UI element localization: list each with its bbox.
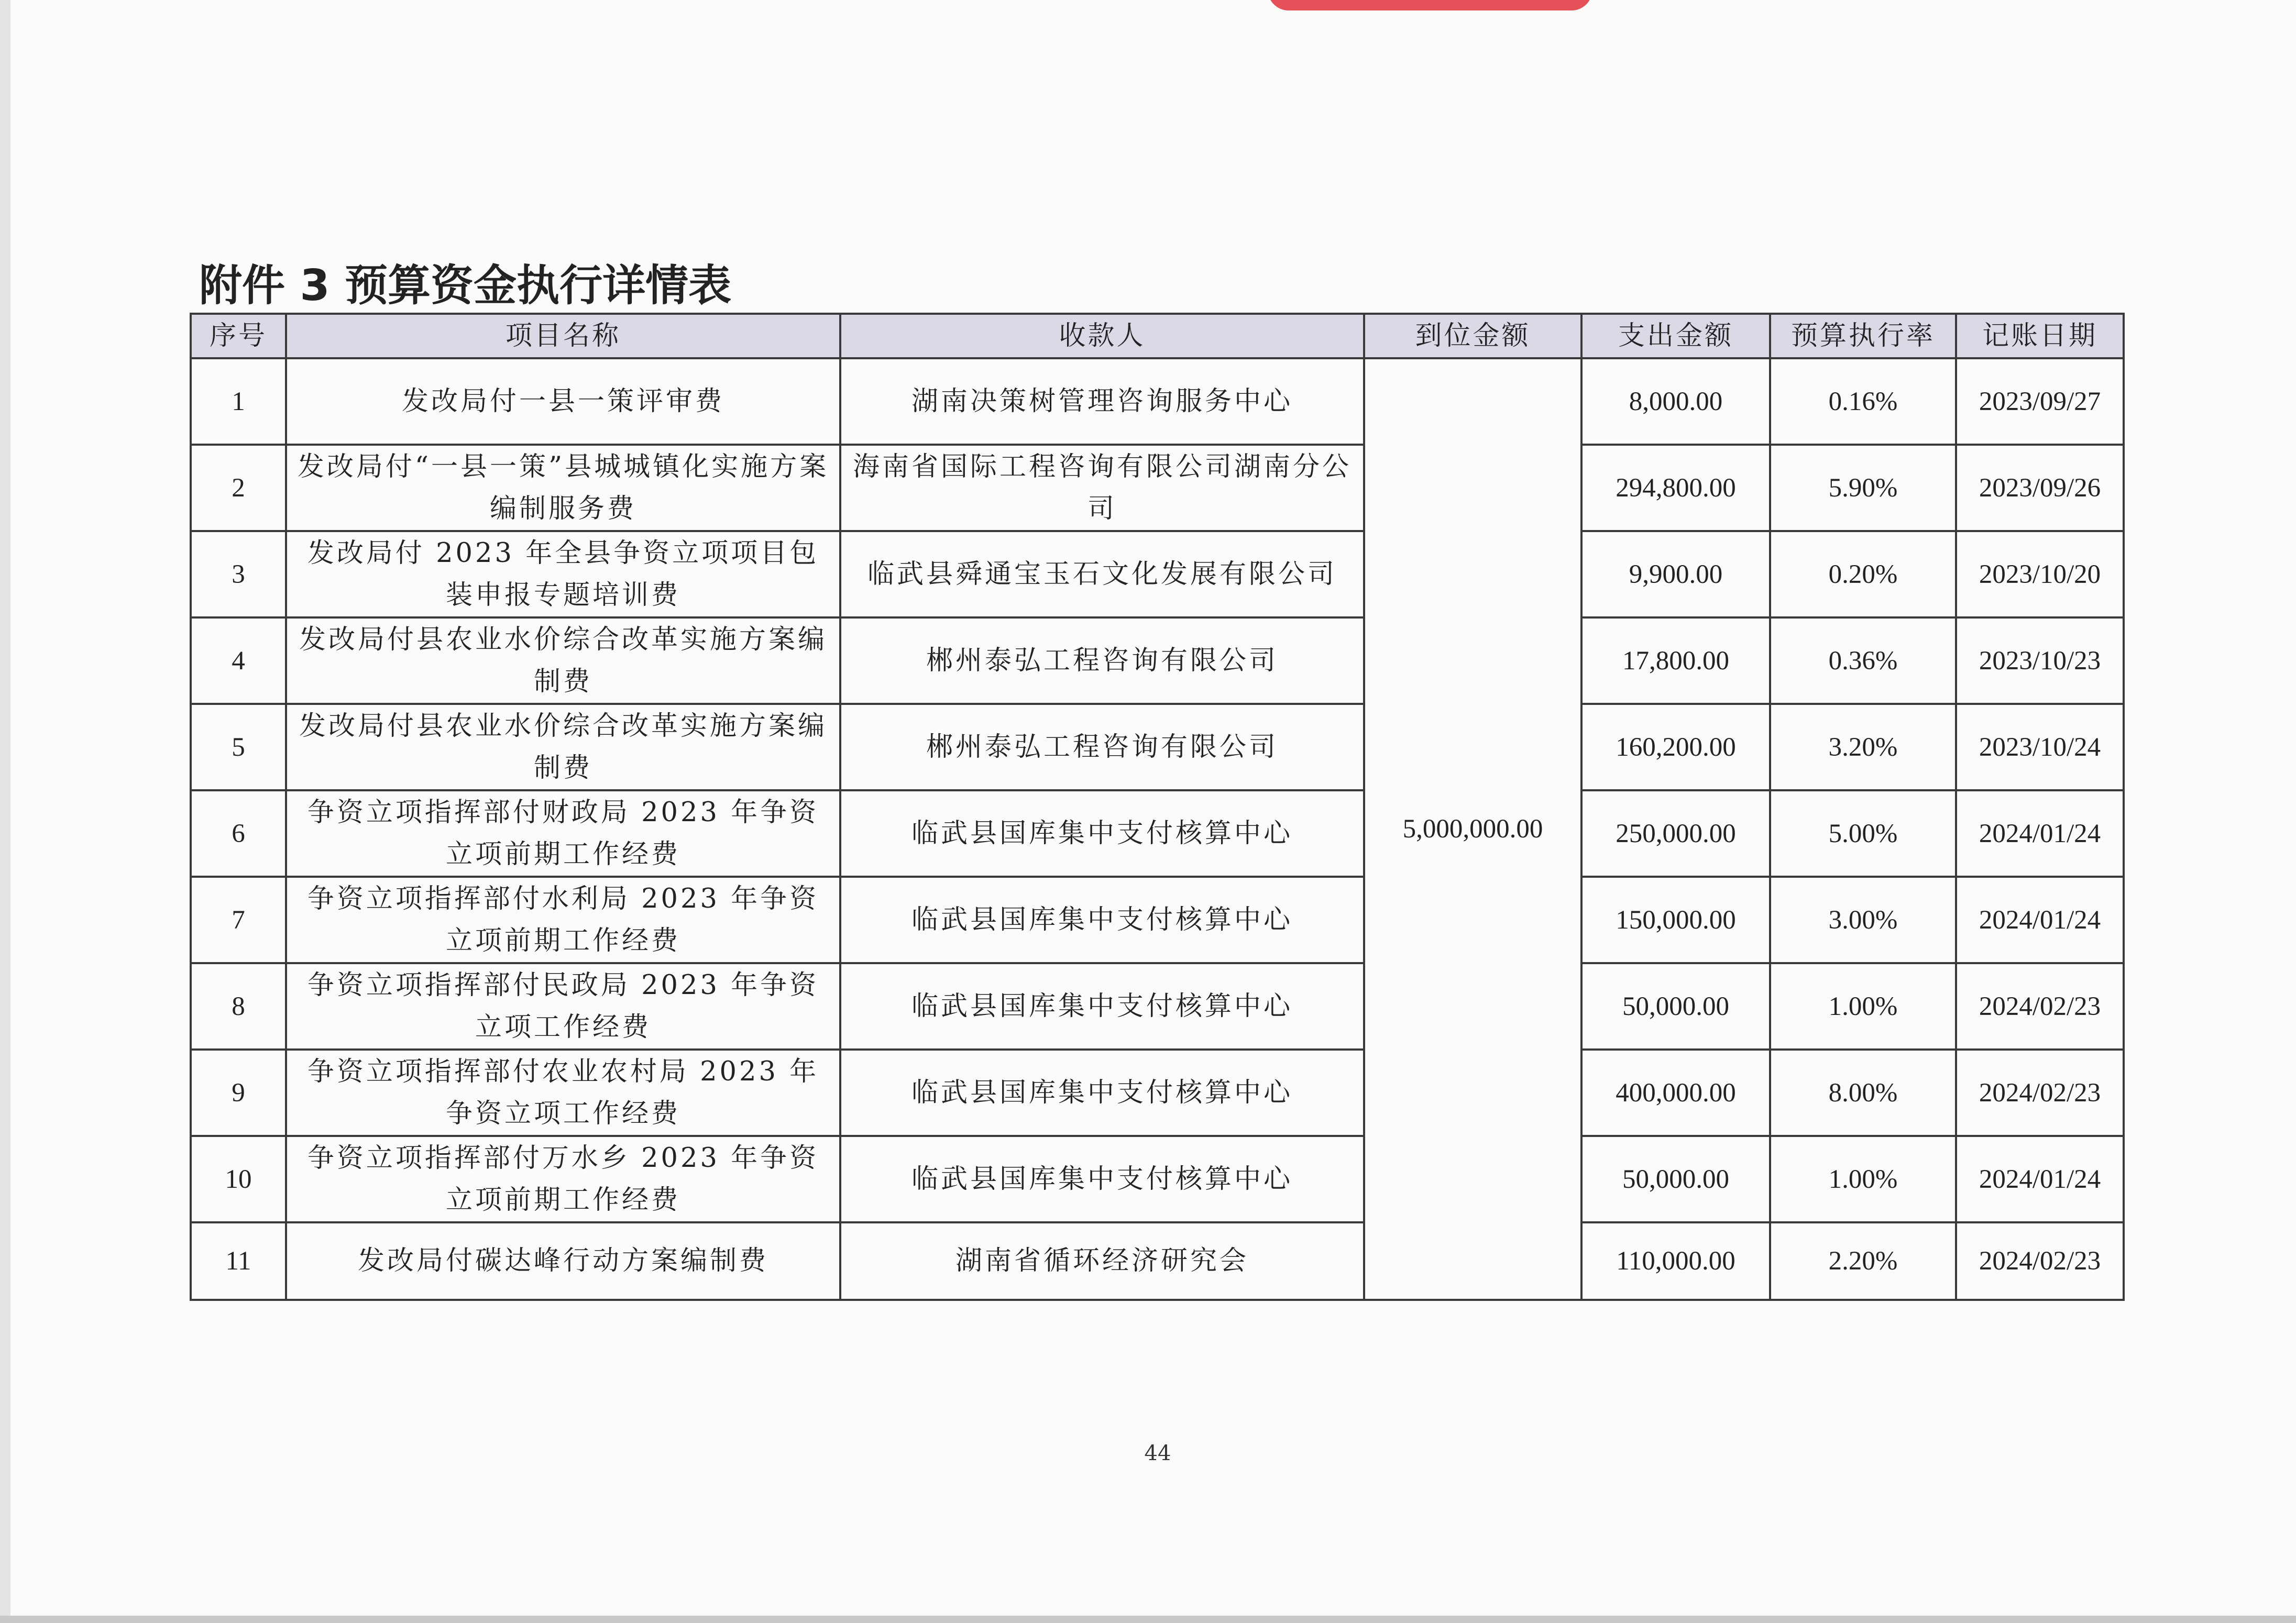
row-date: 2023/10/24 <box>1956 704 2124 790</box>
header-spent: 支出金额 <box>1581 314 1770 358</box>
row-rate: 1.00% <box>1770 1136 1956 1222</box>
table-row <box>191 1136 2124 1222</box>
table-row <box>191 877 2124 963</box>
row-spent: 110,000.00 <box>1581 1222 1770 1300</box>
row-payee: 临武县国库集中支付核算中心 <box>840 1136 1364 1222</box>
row-index: 9 <box>191 1050 286 1136</box>
row-date: 2024/02/23 <box>1956 963 2124 1050</box>
row-date: 2023/09/27 <box>1956 358 2124 445</box>
row-payee: 湖南省循环经济研究会 <box>840 1222 1364 1300</box>
row-spent: 8,000.00 <box>1581 358 1770 445</box>
row-date: 2024/01/24 <box>1956 1136 2124 1222</box>
scan-edge-left <box>0 0 10 1623</box>
row-spent: 50,000.00 <box>1581 1136 1770 1222</box>
table-row <box>191 1050 2124 1136</box>
table-row <box>191 358 2124 445</box>
row-spent: 294,800.00 <box>1581 445 1770 531</box>
row-rate: 8.00% <box>1770 1050 1956 1136</box>
row-project: 发改局付一县一策评审费 <box>286 358 840 445</box>
scan-edge-bottom <box>0 1616 2296 1623</box>
row-payee: 郴州泰弘工程咨询有限公司 <box>840 704 1364 790</box>
budget-table <box>190 313 2125 1301</box>
header-allocated: 到位金额 <box>1364 314 1581 358</box>
row-date: 2023/09/26 <box>1956 445 2124 531</box>
row-spent: 400,000.00 <box>1581 1050 1770 1136</box>
row-spent: 150,000.00 <box>1581 877 1770 963</box>
row-index: 7 <box>191 877 286 963</box>
row-date: 2024/01/24 <box>1956 790 2124 877</box>
row-payee: 临武县国库集中支付核算中心 <box>840 877 1364 963</box>
table-row <box>191 617 2124 704</box>
row-spent: 17,800.00 <box>1581 617 1770 704</box>
row-spent: 250,000.00 <box>1581 790 1770 877</box>
header-date: 记账日期 <box>1956 314 2124 358</box>
row-payee: 临武县国库集中支付核算中心 <box>840 1050 1364 1136</box>
allocated-amount-cell: 5,000,000.00 <box>1364 358 1581 1300</box>
table-row <box>191 1222 2124 1300</box>
header-payee: 收款人 <box>840 314 1364 358</box>
table-row <box>191 704 2124 790</box>
row-project: 争资立项指挥部付财政局 2023 年争资立项前期工作经费 <box>286 790 840 877</box>
row-project: 争资立项指挥部付水利局 2023 年争资立项前期工作经费 <box>286 877 840 963</box>
row-spent: 50,000.00 <box>1581 963 1770 1050</box>
row-rate: 0.36% <box>1770 617 1956 704</box>
header-rate: 预算执行率 <box>1770 314 1956 358</box>
table-row <box>191 445 2124 531</box>
row-project: 争资立项指挥部付农业农村局 2023 年争资立项工作经费 <box>286 1050 840 1136</box>
row-project: 争资立项指挥部付民政局 2023 年争资立项工作经费 <box>286 963 840 1050</box>
table-row <box>191 790 2124 877</box>
row-index: 4 <box>191 617 286 704</box>
row-index: 8 <box>191 963 286 1050</box>
table-row <box>191 963 2124 1050</box>
row-payee: 湖南决策树管理咨询服务中心 <box>840 358 1364 445</box>
table-header-row <box>191 314 2124 358</box>
row-date: 2023/10/23 <box>1956 617 2124 704</box>
row-index: 2 <box>191 445 286 531</box>
row-date: 2024/02/23 <box>1956 1050 2124 1136</box>
row-index: 10 <box>191 1136 286 1222</box>
header-index: 序号 <box>191 314 286 358</box>
row-date: 2024/01/24 <box>1956 877 2124 963</box>
row-rate: 5.90% <box>1770 445 1956 531</box>
row-rate: 5.00% <box>1770 790 1956 877</box>
header-project: 项目名称 <box>286 314 840 358</box>
row-payee: 临武县国库集中支付核算中心 <box>840 790 1364 877</box>
table-row <box>191 531 2124 617</box>
row-index: 3 <box>191 531 286 617</box>
row-project: 发改局付碳达峰行动方案编制费 <box>286 1222 840 1300</box>
page-title: 附件 3 预算资金执行详情表 <box>199 261 732 311</box>
row-date: 2023/10/20 <box>1956 531 2124 617</box>
row-rate: 0.20% <box>1770 531 1956 617</box>
row-index: 11 <box>191 1222 286 1300</box>
row-payee: 临武县舜通宝玉石文化发展有限公司 <box>840 531 1364 617</box>
row-project: 发改局付“一县一策”县城城镇化实施方案编制服务费 <box>286 445 840 531</box>
row-index: 1 <box>191 358 286 445</box>
row-index: 6 <box>191 790 286 877</box>
row-date: 2024/02/23 <box>1956 1222 2124 1300</box>
row-project: 争资立项指挥部付万水乡 2023 年争资立项前期工作经费 <box>286 1136 840 1222</box>
row-spent: 160,200.00 <box>1581 704 1770 790</box>
row-payee: 郴州泰弘工程咨询有限公司 <box>840 617 1364 704</box>
row-rate: 3.20% <box>1770 704 1956 790</box>
row-project: 发改局付 2023 年全县争资立项项目包装申报专题培训费 <box>286 531 840 617</box>
row-rate: 2.20% <box>1770 1222 1956 1300</box>
row-rate: 1.00% <box>1770 963 1956 1050</box>
row-rate: 0.16% <box>1770 358 1956 445</box>
row-payee: 海南省国际工程咨询有限公司湖南分公司 <box>840 445 1364 531</box>
row-payee: 临武县国库集中支付核算中心 <box>840 963 1364 1050</box>
row-index: 5 <box>191 704 286 790</box>
row-project: 发改局付县农业水价综合改革实施方案编制费 <box>286 704 840 790</box>
row-spent: 9,900.00 <box>1581 531 1770 617</box>
row-rate: 3.00% <box>1770 877 1956 963</box>
red-stamp-trace <box>1268 0 1592 10</box>
page-number: 44 <box>1144 1441 1171 1465</box>
row-project: 发改局付县农业水价综合改革实施方案编制费 <box>286 617 840 704</box>
